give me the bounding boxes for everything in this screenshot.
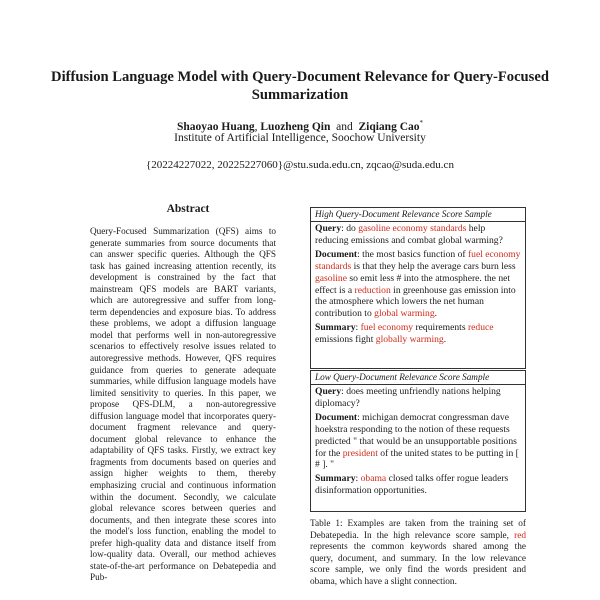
author-separator: ,	[254, 120, 261, 133]
sample-label: Document	[315, 411, 358, 423]
sample-content	[311, 222, 525, 346]
high-relevance-sample-box	[310, 207, 526, 369]
sample-text: : michigan democrat congressman dave hoekstra responding to the notion of these requests predicted " that would be an unsupportable positions for the	[315, 411, 517, 459]
author-separator: and	[330, 120, 359, 133]
keyword-highlight: gasoline economy standards	[358, 223, 467, 234]
sample-text: emissions fight	[315, 334, 376, 346]
sample-text: Table 1: Examples are taken from the training set of Debatepedia. In the high relevance score sample,	[310, 519, 526, 541]
sample-text: : do	[341, 223, 359, 234]
sample-label: Document	[315, 248, 358, 260]
sample-label: Query	[315, 223, 342, 234]
sample-query	[315, 386, 521, 410]
author-name: Luozheng Qin	[260, 120, 331, 133]
table-caption	[310, 519, 526, 589]
sample-query	[315, 223, 521, 247]
sample-text: is that they help the average cars burn less	[351, 260, 516, 272]
sample-text: .	[443, 334, 447, 346]
keyword-highlight: global warming	[374, 308, 435, 320]
sample-text: :	[355, 473, 361, 485]
sample-summary	[315, 322, 521, 346]
sample-text: .	[434, 308, 438, 320]
keyword-highlight: globally warming	[375, 334, 444, 346]
sample-text: : the most basics function of	[357, 248, 468, 260]
sample-text: so emit less # into the atmosphere. the net effect is a	[315, 272, 511, 296]
sample-document	[315, 249, 521, 320]
sample-heading: High Query-Document Relevance Score Sample	[311, 208, 525, 222]
abstract-heading: Abstract	[166, 203, 210, 215]
sample-label: Summary	[315, 473, 356, 485]
author-emails: {20224227022, 20225227060}@stu.suda.edu.cn, zqcao@suda.edu.cn	[146, 159, 454, 171]
sample-text: closed talks offer rogue leaders disinformation opportunities.	[315, 473, 509, 497]
sample-text: :	[355, 322, 361, 334]
keyword-highlight: fuel economy	[360, 322, 414, 334]
sample-document	[315, 412, 521, 472]
affiliation: Institute of Artificial Intelligence, Soochow University	[174, 132, 426, 144]
keyword-highlight: red	[514, 530, 526, 541]
sample-text: of the united states to be putting in [ # ]. "	[315, 447, 519, 471]
sample-text: represents the common keywords shared among the query, document, and summary. In the low relevance score sample, we only find the words president and obama, which have a slight connection.	[310, 542, 526, 587]
sample-content	[311, 385, 525, 497]
keyword-highlight: gasoline	[315, 272, 347, 284]
author-name: Ziqiang Cao	[358, 120, 420, 133]
sample-summary	[315, 473, 521, 497]
sample-text: help reducing emissions and combat global warming?	[315, 223, 503, 246]
sample-text: : does meeting unfriendly nations helping diplomacy?	[315, 386, 501, 409]
sample-label: Summary	[315, 322, 356, 334]
keyword-highlight: obama	[360, 473, 387, 485]
sample-text: requirements	[413, 322, 468, 334]
low-relevance-sample-box	[310, 370, 526, 512]
keyword-highlight: reduction	[354, 284, 391, 296]
keyword-highlight: reduce	[467, 322, 494, 334]
keyword-highlight: president	[342, 447, 378, 459]
author-name: Shaoyao Huang	[176, 120, 255, 133]
paper-title: Diffusion Language Model with Query-Document Relevance for Query-Focused Summarization	[51, 69, 549, 103]
keyword-highlight: fuel economy standards	[315, 248, 521, 272]
corresponding-author-mark: *	[419, 119, 424, 127]
sample-text: in greenhouse gas emission into the atmosphere which lowers the net human contribution to	[315, 284, 516, 320]
sample-heading: Low Query-Document Relevance Score Sample	[311, 371, 525, 385]
abstract-text: Query-Focused Summarization (QFS) aims to generate summaries from source documents that can answer specific queries. Although the QFS task has gained increasing attention recently, its development is constrained by the fact that mainstream QFS models are BART variants, which are autoregressive and suffer from long-term dependencies and exposure bias. To address these problems, we adopt a diffusion language model that performs well in non-autoregressive scenarios to effectively resolve issues related to autoregressive methods. However, QFS requires guidance from queries to generate adequate summaries, while diffusion language models have limited sensitivity to queries. In this paper, we propose QFS-DLM, a non-autoregressive diffusion language model that incorporates query-document fragment relevance and query-document global relevance to enhance the adaptability of QFS tasks. Firstly, we extract key fragments from documents based on queries and assign higher weights to them, thereby emphasizing crucial and continuous information within the document. Secondly, we calculate global relevance scores between queries and documents, and then integrate these scores into the model's loss function, enabling the model to prefer high-quality data and distance itself from low-quality data. Overall, our method achieves state-of-the-art performance on Debatepedia and Pub-	[90, 226, 276, 583]
sample-label: Query	[315, 386, 342, 397]
